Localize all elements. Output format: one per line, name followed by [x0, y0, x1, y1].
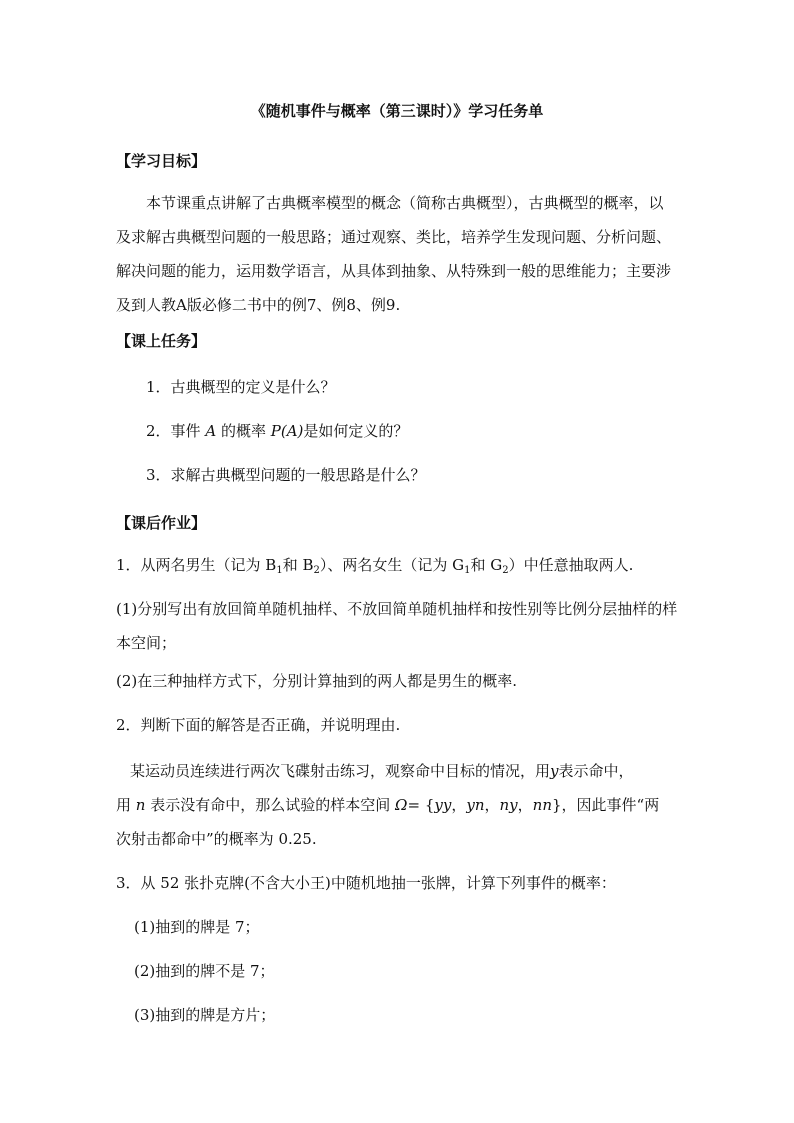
homework-q2-body-line3: 次射击都命中”的概率为 0.25.: [116, 830, 317, 848]
outcome-yy: yy: [434, 796, 452, 814]
task-item-2-mid: 的概率: [220, 422, 266, 440]
homework-q3-item-1: (1)抽到的牌是 7；: [134, 918, 260, 936]
symbol-y: y: [550, 762, 559, 780]
task-item-2-lead: 2．事件: [146, 422, 201, 440]
homework-q1-sub2: (2)在三种抽样方式下，分别计算抽到的两人都是男生的概率.: [116, 672, 518, 690]
task-item-2: [146, 420, 408, 441]
q1-sub-b2: 2: [313, 565, 320, 576]
probability-pa-symbol: P(A): [270, 422, 304, 440]
q2-text: 表示命中，: [558, 762, 634, 780]
symbol-omega: Ω: [395, 796, 408, 814]
q1-sub-g2: 2: [502, 565, 509, 576]
q2-text: = {: [407, 796, 435, 814]
document-title: 《随机事件与概率（第三课时）》学习任务单: [250, 102, 544, 120]
section-heading-homework: 【课后作业】: [116, 514, 207, 532]
homework-q3-item-2: (2)抽到的牌不是 7；: [134, 962, 275, 980]
homework-q1-stem: [116, 554, 633, 575]
q1-sub-g1: 1: [464, 565, 471, 576]
goals-paragraph: 本节课重点讲解了古典概率模型的概念（简称古典概型），古典概型的概率，以及求解古典概型问题的一般思路；通过观察、类比，培养学生发现问题、分析问题、解决问题的能力，运用数学语言，从具体到抽象、从特殊到一般的思维能力；主要涉及到人教A版必修二书中的例7、例8、例9.: [116, 194, 672, 314]
q1-part: 和 G: [470, 556, 503, 574]
q1-part: ）、两名女生（记为 G: [319, 556, 465, 574]
homework-q2-body-line1: [130, 760, 634, 781]
outcome-ny: ny: [499, 796, 518, 814]
task-item-1: 1．古典概型的定义是什么？: [146, 378, 336, 396]
section-heading-tasks: 【课上任务】: [116, 332, 207, 350]
outcome-nn: nn: [532, 796, 552, 814]
task-item-2-tail: 是如何定义的？: [303, 422, 409, 440]
homework-q1-sub1: (1)分别写出有放回简单随机抽样、不放回简单随机抽样和按性别等比例分层抽样的样本空间；: [116, 600, 678, 652]
task-item-3: 3．求解古典概型问题的一般思路是什么？: [146, 466, 426, 484]
event-a-symbol: A: [205, 422, 217, 440]
q2-text: 用: [116, 796, 132, 814]
q1-sub-b1: 1: [276, 565, 283, 576]
symbol-n: n: [135, 796, 146, 814]
homework-q3-stem: 3．从 52 张扑克牌(不含大小王)中随机地抽一张牌，计算下列事件的概率：: [116, 874, 616, 892]
q1-part: 和 B: [282, 556, 314, 574]
homework-q2-stem: 2．判断下面的解答是否正确，并说明理由.: [116, 716, 401, 734]
outcome-yn: yn: [466, 796, 485, 814]
q2-text: }，因此事件“两: [551, 796, 660, 814]
q2-text: 表示没有命中，那么试验的样本空间: [150, 796, 391, 814]
homework-q2-body-line2: 用 n 表示没有命中，那么试验的样本空间 Ω= {yy，yn，ny，nn}，因此事件“两: [116, 796, 660, 814]
section-heading-goals: 【学习目标】: [116, 152, 207, 170]
q1-part: 1．从两名男生（记为 B: [116, 556, 277, 574]
q2-text: 某运动员连续进行两次飞碟射击练习，观察命中目标的情况，用: [130, 762, 551, 780]
homework-q3-item-3: (3)抽到的牌是方片；: [134, 1006, 276, 1024]
q1-part: ）中任意抽取两人.: [508, 556, 634, 574]
